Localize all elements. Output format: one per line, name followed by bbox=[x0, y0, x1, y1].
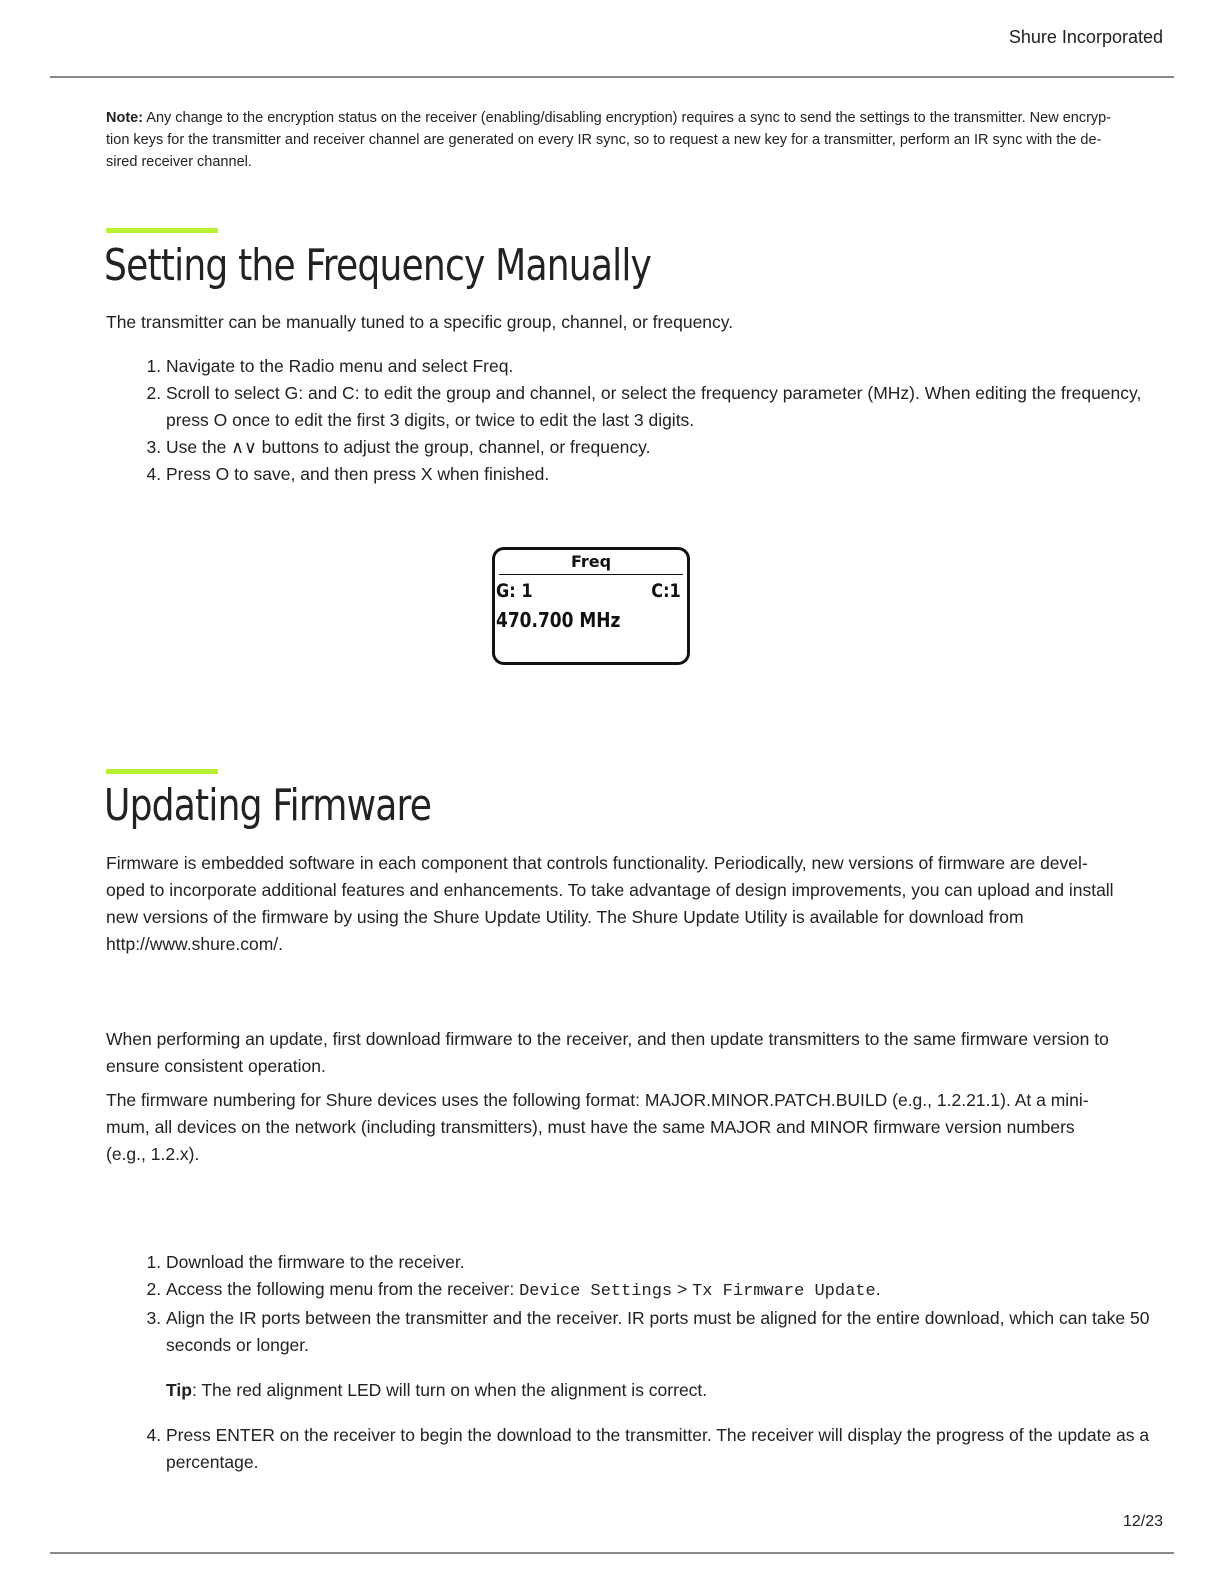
display-title: Freq bbox=[570, 552, 612, 571]
note-text: Any change to the encryption status on the receiver (enabling/disabling encryption) requires a sync to send the settings to the transmitter. New encryption keys for the transmitter and receiver channel are generated on every IR sync, so to request a new key for a transmitter, perform an IR sync with the desired receiver channel. bbox=[106, 110, 1112, 170]
frequency-steps bbox=[106, 353, 1178, 488]
list-item: 2. Scroll to select G: and C: to edit the group and channel, or select the frequency parameter (MHz). When editing the frequency, press O once to edit the first 3 digits, or twice to edit the last 3 digits. bbox=[166, 380, 1178, 434]
list-item: 4. Press ENTER on the receiver to begin the download to the transmitter. The receiver will display the progress of the update as a percentage. bbox=[166, 1422, 1178, 1476]
page-number: 12/23 bbox=[1122, 1513, 1163, 1530]
freq-display-screen bbox=[492, 547, 690, 665]
tip-callout bbox=[166, 1377, 1178, 1404]
footer-rule bbox=[50, 1552, 1174, 1554]
list-item: 1. Download the firmware to the receiver. bbox=[166, 1249, 1178, 1276]
note-label: Note: bbox=[106, 110, 144, 126]
firmware-para-order: When performing an update, first download firmware to the receiver, and then update transmitters to the same firmware version to ensure consistent operation. bbox=[106, 1029, 1109, 1076]
tip-label: Tip bbox=[166, 1380, 192, 1400]
header-company: Shure Incorporated bbox=[1008, 27, 1163, 47]
list-item bbox=[166, 1305, 1178, 1404]
section-accent-bar bbox=[106, 228, 218, 233]
menu-path-separator: > bbox=[672, 1279, 693, 1299]
firmware-para-intro: Firmware is embedded software in each component that controls functionality. Periodically, new versions of firmware are developed to incorporate additional features and enhancements. To take advantage of design improvements, you can upload and install new versions of the firmware by using the Shure Update Utility. The Shure Update Utility is available for download from http://www.shure.com/. bbox=[106, 853, 1114, 954]
list-item: 1. Navigate to the Radio menu and select Freq. bbox=[166, 353, 1178, 380]
frequency-intro: The transmitter can be manually tuned to a specific group, channel, or frequency. bbox=[106, 312, 734, 332]
tip-text: : The red alignment LED will turn on when the alignment is correct. bbox=[191, 1380, 708, 1400]
list-item: 3. Use the ∧∨ buttons to adjust the group, channel, or frequency. bbox=[166, 434, 1178, 461]
display-group: G: 1 bbox=[496, 580, 533, 602]
note-box bbox=[106, 107, 1118, 173]
firmware-steps bbox=[106, 1249, 1178, 1476]
display-channel: C:1 bbox=[651, 580, 681, 602]
section-accent-bar bbox=[106, 769, 218, 774]
section-title-firmware: Updating Firmware bbox=[104, 780, 432, 831]
display-frequency: 470.700 MHz bbox=[496, 608, 621, 632]
section-title-frequency: Setting the Frequency Manually bbox=[104, 240, 652, 291]
step2-prefix: Access the following menu from the receiver: bbox=[166, 1279, 520, 1299]
firmware-para-numbering: The firmware numbering for Shure devices uses the following format: MAJOR.MINOR.PATCH.BUILD (e.g., 1.2.21.1). At a minimum, all devices on the network (including transmitters), must have the same MAJOR and MINOR firmware version numbers (e.g., 1.2.x). bbox=[106, 1090, 1089, 1164]
step2-suffix: . bbox=[875, 1279, 881, 1299]
header-rule bbox=[50, 76, 1174, 78]
menu-path-device-settings: Device Settings bbox=[519, 1282, 673, 1301]
step3-text: Align the IR ports between the transmitter and the receiver. IR ports must be aligned for the entire download, which can take 50 seconds or longer. bbox=[166, 1308, 1150, 1355]
display-divider bbox=[499, 574, 683, 575]
list-item bbox=[166, 1276, 1178, 1305]
menu-path-tx-firmware-update: Tx Firmware Update bbox=[692, 1282, 876, 1301]
list-item: 4. Press O to save, and then press X when finished. bbox=[166, 461, 1178, 488]
